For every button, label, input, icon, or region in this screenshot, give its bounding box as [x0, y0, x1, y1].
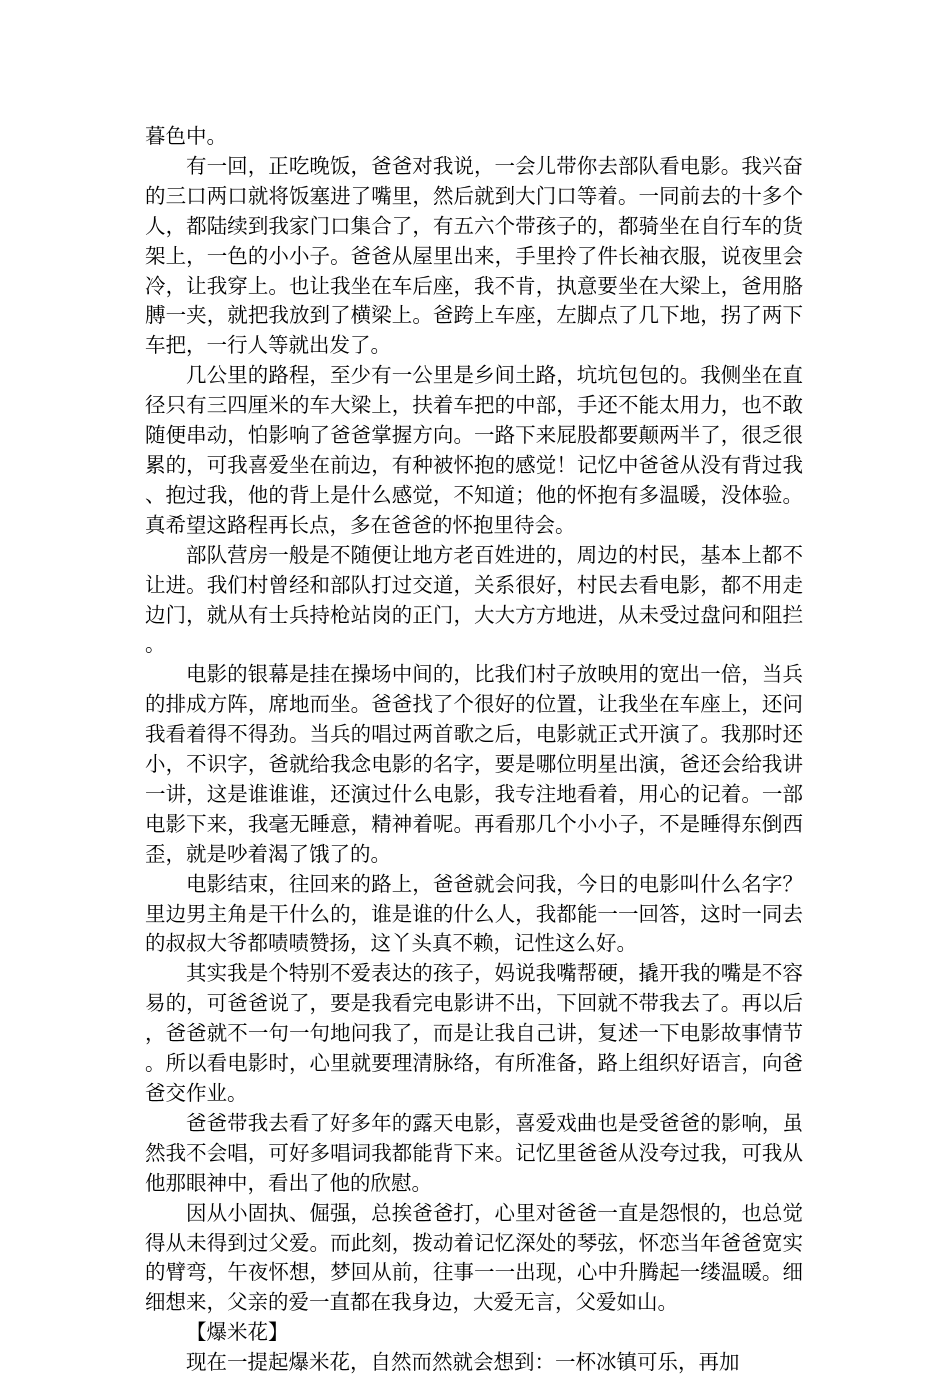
document-body: [145, 122, 803, 1378]
paragraph-7: 其实我是个特别不爱表达的孩子，妈说我嘴帮硬，撬开我的嘴是不容易的，可爸爸说了，要是我看完电影讲不出，下回就不带我去了。再以后，爸爸就不一句一句地问我了，而是让我自己讲，复述一下电影故事情节。所以看电影时，心里就要理清脉络，有所准备，路上组织好语言，向爸爸交作业。: [145, 961, 803, 1105]
paragraph-last: 现在一提起爆米花，自然而然就会想到：一杯冰镇可乐，再加: [186, 1350, 740, 1375]
paragraph-5: 电影的银幕是挂在操场中间的，比我们村子放映用的宽出一倍，当兵的排成方阵，席地而坐。爸爸找了个很好的位置，让我坐在车座上，还问我看着得不得劲。当兵的唱过两首歌之后，电影就正式开演了。我那时还小，不识字，爸就给我念电影的名字，要是哪位明星出演，爸还会给我讲一讲，这是谁谁谁，还演过什么电影，我专注地看着，用心的记着。一部电影下来，我毫无睡意，精神着呢。再看那几个小小子，不是睡得东倒西歪，就是吵着渴了饿了的。: [145, 662, 803, 866]
paragraph-9: 因从小固执、倔强，总挨爸爸打，心里对爸爸一直是怨恨的，也总觉得从未得到过父爱。而此刻，拨动着记忆深处的琴弦，怀恋当年爸爸宽实的臂弯，午夜怀想，梦回从前，往事一一出现，心中升腾起一缕温暖。细细想来，父亲的爱一直都在我身边，大爱无言，父爱如山。: [145, 1200, 803, 1315]
paragraph-3: 几公里的路程，至少有一公里是乡间土路，坑坑包包的。我侧坐在直径只有三四厘米的车大梁上，扶着车把的中部，手还不能太用力，也不敢随便串动，怕影响了爸爸掌握方向。一路下来屁股都要颠两半了，很乏很累的，可我喜爱坐在前边，有种被怀抱的感觉！记忆中爸爸从没有背过我、抱过我，他的背上是什么感觉，不知道；他的怀抱有多温暖，没体验。真希望这路程再长点，多在爸爸的怀抱里待会。: [145, 363, 803, 537]
paragraph-1: 暮色中。: [145, 124, 227, 148]
paragraph-6: 电影结束，往回来的路上，爸爸就会问我，今日的电影叫什么名字？里边男主角是干什么的，谁是谁的什么人，我都能一一回答，这时一同去的叔叔大爷都啧啧赞扬，这丫头真不赖，记性这么好。: [145, 871, 803, 956]
paragraph-8: 爸爸带我去看了好多年的露天电影，喜爱戏曲也是受爸爸的影响，虽然我不会唱，可好多唱词我都能背下来。记忆里爸爸从没夸过我，可我从他那眼神中，看出了他的欣慰。: [145, 1110, 803, 1195]
paragraph-4: 部队营房一般是不随便让地方老百姓进的，周边的村民，基本上都不让进。我们村曾经和部队打过交道，关系很好，村民去看电影，都不用走边门，就从有士兵持枪站岗的正门，大大方方地进，从未受过盘问和阻拦。: [145, 542, 803, 657]
section-heading: 【爆米花】: [186, 1320, 289, 1345]
paragraph-2: 有一回，正吃晚饭，爸爸对我说，一会儿带你去部队看电影。我兴奋的三口两口就将饭塞进了嘴里，然后就到大门口等着。一同前去的十多个人，都陆续到我家门口集合了，有五六个带孩子的，都骑坐在自行车的货架上，一色的小小子。爸爸从屋里出来，手里拎了件长袖衣服，说夜里会冷，让我穿上。也让我坐在车后座，我不肯，执意要坐在大梁上，爸用胳膊一夹，就把我放到了横梁上。爸跨上车座，左脚点了几下地，拐了两下车把，一行人等就出发了。: [145, 153, 803, 358]
